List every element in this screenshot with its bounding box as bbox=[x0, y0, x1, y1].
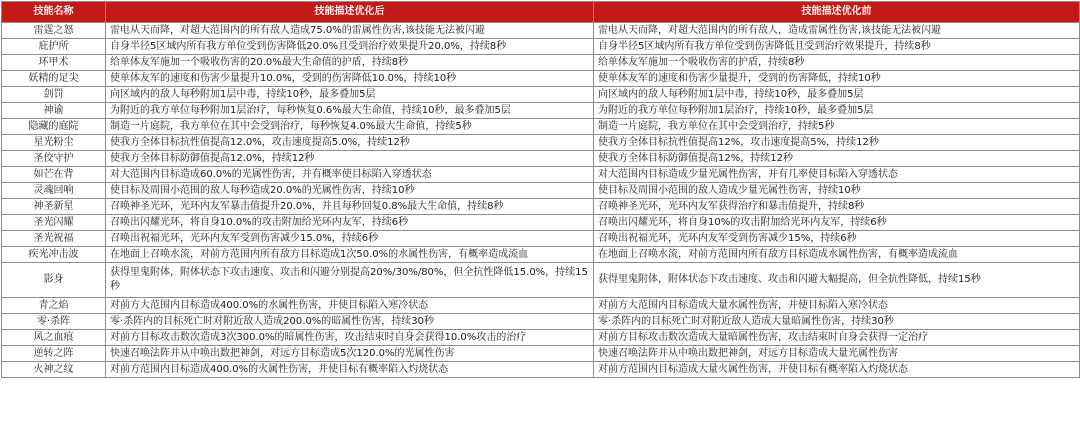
desc-after-cell: 向区域内的敌人每秒附加1层中毒，持续10秒，最多叠加5层 bbox=[106, 87, 594, 103]
table-row bbox=[2, 263, 1080, 298]
table-row bbox=[2, 55, 1080, 71]
desc-after-cell: 零·杀阵内的目标死亡时对附近敌人造成200.0%的暗属性伤害，持续30秒 bbox=[106, 314, 594, 330]
table-row bbox=[2, 103, 1080, 119]
desc-before-cell: 使我方全体目标抗性值提高12%，攻击速度提高5%，持续12秒 bbox=[594, 135, 1080, 151]
skill-name-cell: 火神之纹 bbox=[2, 362, 106, 378]
desc-after-cell: 使我方全体目标抗性值提高12.0%，攻击速度提高5.0%，持续12秒 bbox=[106, 135, 594, 151]
table-row bbox=[2, 314, 1080, 330]
table-row bbox=[2, 346, 1080, 362]
skill-name-cell: 圣光闪耀 bbox=[2, 215, 106, 231]
desc-after-cell: 使我方全体目标防御值提高12.0%，持续12秒 bbox=[106, 151, 594, 167]
desc-before-cell: 自身半径5区域内所有我方单位受到伤害降低且受到治疗效果提升，持续8秒 bbox=[594, 39, 1080, 55]
table-row bbox=[2, 135, 1080, 151]
skill-name-cell: 星光粉尘 bbox=[2, 135, 106, 151]
desc-before-cell: 使目标及周围小范围的敌人造成少量光属性伤害，持续10秒 bbox=[594, 183, 1080, 199]
desc-after-cell: 获得里鬼附体，附体状态下攻击速度、攻击和闪避分别提高20%/30%/80%，但全抗性降低15.0%，持续15秒 bbox=[106, 263, 594, 298]
skill-name-cell: 青之焰 bbox=[2, 298, 106, 314]
skill-name-cell: 环甲术 bbox=[2, 55, 106, 71]
desc-before-cell: 对前方大范围内目标造成大量水属性伤害，并使目标陷入寒冷状态 bbox=[594, 298, 1080, 314]
desc-after-cell: 快速召唤法阵并从中唤出数把神剑，对远方目标造成5次120.0%的光属性伤害 bbox=[106, 346, 594, 362]
desc-before-cell: 零·杀阵内的目标死亡时对附近敌人造成大量暗属性伤害，持续30秒 bbox=[594, 314, 1080, 330]
desc-after-cell: 制造一片庭院，我方单位在其中会受到治疗，每秒恢复4.0%最大生命值，持续5秒 bbox=[106, 119, 594, 135]
desc-after-cell: 为附近的我方单位每秒附加1层治疗，每秒恢复0.6%最大生命值，持续10秒，最多叠加5层 bbox=[106, 103, 594, 119]
desc-after-cell: 雷电从天而降，对超大范围内的所有敌人造成75.0%的雷属性伤害,该技能无法被闪避 bbox=[106, 23, 594, 39]
skill-name-cell: 疾光冲击波 bbox=[2, 247, 106, 263]
skill-name-cell: 影身 bbox=[2, 263, 106, 298]
table-row bbox=[2, 151, 1080, 167]
desc-after-cell: 召唤神圣光环，光环内友军暴击值提升20.0%，并且每秒回复0.8%最大生命值，持续8秒 bbox=[106, 199, 594, 215]
desc-after-cell: 召唤出祝福光环，光环内友军受到伤害减少15.0%，持续6秒 bbox=[106, 231, 594, 247]
table-row bbox=[2, 87, 1080, 103]
desc-before-cell: 召唤出祝福光环，光环内友军受到伤害减少15%，持续6秒 bbox=[594, 231, 1080, 247]
skill-name-cell: 灵魂回响 bbox=[2, 183, 106, 199]
desc-before-cell: 在地面上召唤水流，对前方范围内所有敌方目标造成水属性伤害，有概率造成流血 bbox=[594, 247, 1080, 263]
skill-name-cell: 隐藏的庭院 bbox=[2, 119, 106, 135]
desc-before-cell: 快速召唤法阵并从中唤出数把神剑，对远方目标造成大量光属性伤害 bbox=[594, 346, 1080, 362]
skill-name-cell: 雷霆之怒 bbox=[2, 23, 106, 39]
desc-before-cell: 制造一片庭院，我方单位在其中会受到治疗，持续5秒 bbox=[594, 119, 1080, 135]
skill-name-cell: 剑罚 bbox=[2, 87, 106, 103]
desc-before-cell: 召唤神圣光环，光环内友军获得治疗和暴击值提升，持续8秒 bbox=[594, 199, 1080, 215]
table-row bbox=[2, 215, 1080, 231]
table-row bbox=[2, 330, 1080, 346]
desc-after-cell: 在地面上召唤水流，对前方范围内所有敌方目标造成1次50.0%的水属性伤害，有概率造成流血 bbox=[106, 247, 594, 263]
desc-after-cell: 对前方大范围内目标造成400.0%的水属性伤害，并使目标陷入寒冷状态 bbox=[106, 298, 594, 314]
header-desc-before: 技能描述优化前 bbox=[594, 2, 1080, 23]
skill-name-cell: 零·杀阵 bbox=[2, 314, 106, 330]
table-row bbox=[2, 167, 1080, 183]
skill-name-cell: 逆转之阵 bbox=[2, 346, 106, 362]
desc-after-cell: 自身半径5区域内所有我方单位受到伤害降低20.0%且受到治疗效果提升20.0%，持续8秒 bbox=[106, 39, 594, 55]
desc-before-cell: 对前方目标攻击数次造成大量暗属性伤害，攻击结束时自身会获得一定治疗 bbox=[594, 330, 1080, 346]
skill-name-cell: 圣佼守护 bbox=[2, 151, 106, 167]
table-row bbox=[2, 231, 1080, 247]
desc-before-cell: 对大范围内目标造成少量光属性伤害，并有几率使目标陷入穿透状态 bbox=[594, 167, 1080, 183]
skill-name-cell: 如芒在背 bbox=[2, 167, 106, 183]
desc-before-cell: 获得里鬼附体，附体状态下攻击速度、攻击和闪避大幅提高，但全抗性降低，持续15秒 bbox=[594, 263, 1080, 298]
desc-after-cell: 对前方范围内目标造成400.0%的火属性伤害，并使目标有概率陷入灼烧状态 bbox=[106, 362, 594, 378]
desc-before-cell: 向区域内的敌人每秒附加1层中毒，持续10秒，最多叠加5层 bbox=[594, 87, 1080, 103]
table-row bbox=[2, 183, 1080, 199]
desc-after-cell: 召唤出闪耀光环，将自身10.0%的攻击附加给光环内友军，持续6秒 bbox=[106, 215, 594, 231]
skill-name-cell: 神圣新星 bbox=[2, 199, 106, 215]
desc-after-cell: 给单体友军施加一个吸收伤害的20.0%最大生命值的护盾，持续8秒 bbox=[106, 55, 594, 71]
table-row bbox=[2, 119, 1080, 135]
desc-before-cell: 召唤出闪耀光环，将自身10%的攻击附加给光环内友军，持续6秒 bbox=[594, 215, 1080, 231]
table-row bbox=[2, 247, 1080, 263]
skill-name-cell: 圣光祝福 bbox=[2, 231, 106, 247]
header-row bbox=[2, 2, 1080, 23]
table-row bbox=[2, 23, 1080, 39]
table-row bbox=[2, 298, 1080, 314]
table-row bbox=[2, 199, 1080, 215]
desc-before-cell: 给单体友军施加一个吸收伤害的护盾，持续8秒 bbox=[594, 55, 1080, 71]
table-row bbox=[2, 71, 1080, 87]
desc-before-cell: 对前方范围内目标造成大量火属性伤害，并使目标有概率陷入灼烧状态 bbox=[594, 362, 1080, 378]
table-row bbox=[2, 362, 1080, 378]
desc-before-cell: 为附近的我方单位每秒附加1层治疗，持续10秒，最多叠加5层 bbox=[594, 103, 1080, 119]
skill-name-cell: 庇护所 bbox=[2, 39, 106, 55]
skill-name-cell: 妖精的足尖 bbox=[2, 71, 106, 87]
skill-name-cell: 神谕 bbox=[2, 103, 106, 119]
table-body bbox=[2, 23, 1080, 378]
desc-before-cell: 使我方全体目标防御值提高12%，持续12秒 bbox=[594, 151, 1080, 167]
header-desc-after: 技能描述优化后 bbox=[106, 2, 594, 23]
desc-after-cell: 对前方目标攻击数次造成3次300.0%的暗属性伤害，攻击结束时自身会获得10.0%攻击的治疗 bbox=[106, 330, 594, 346]
desc-before-cell: 使单体友军的速度和伤害少量提升，受到的伤害降低，持续10秒 bbox=[594, 71, 1080, 87]
header-skill-name: 技能名称 bbox=[2, 2, 106, 23]
skill-comparison-table bbox=[1, 1, 1080, 378]
skill-name-cell: 风之血痕 bbox=[2, 330, 106, 346]
desc-before-cell: 雷电从天而降，对超大范围内的所有敌人，造成雷属性伤害,该技能无法被闪避 bbox=[594, 23, 1080, 39]
desc-after-cell: 对大范围内目标造成60.0%的光属性伤害，并有概率使目标陷入穿透状态 bbox=[106, 167, 594, 183]
table-row bbox=[2, 39, 1080, 55]
desc-after-cell: 使单体友军的速度和伤害少量提升10.0%，受到的伤害降低10.0%，持续10秒 bbox=[106, 71, 594, 87]
desc-after-cell: 使目标及周围小范围的敌人每秒造成20.0%的光属性伤害，持续10秒 bbox=[106, 183, 594, 199]
